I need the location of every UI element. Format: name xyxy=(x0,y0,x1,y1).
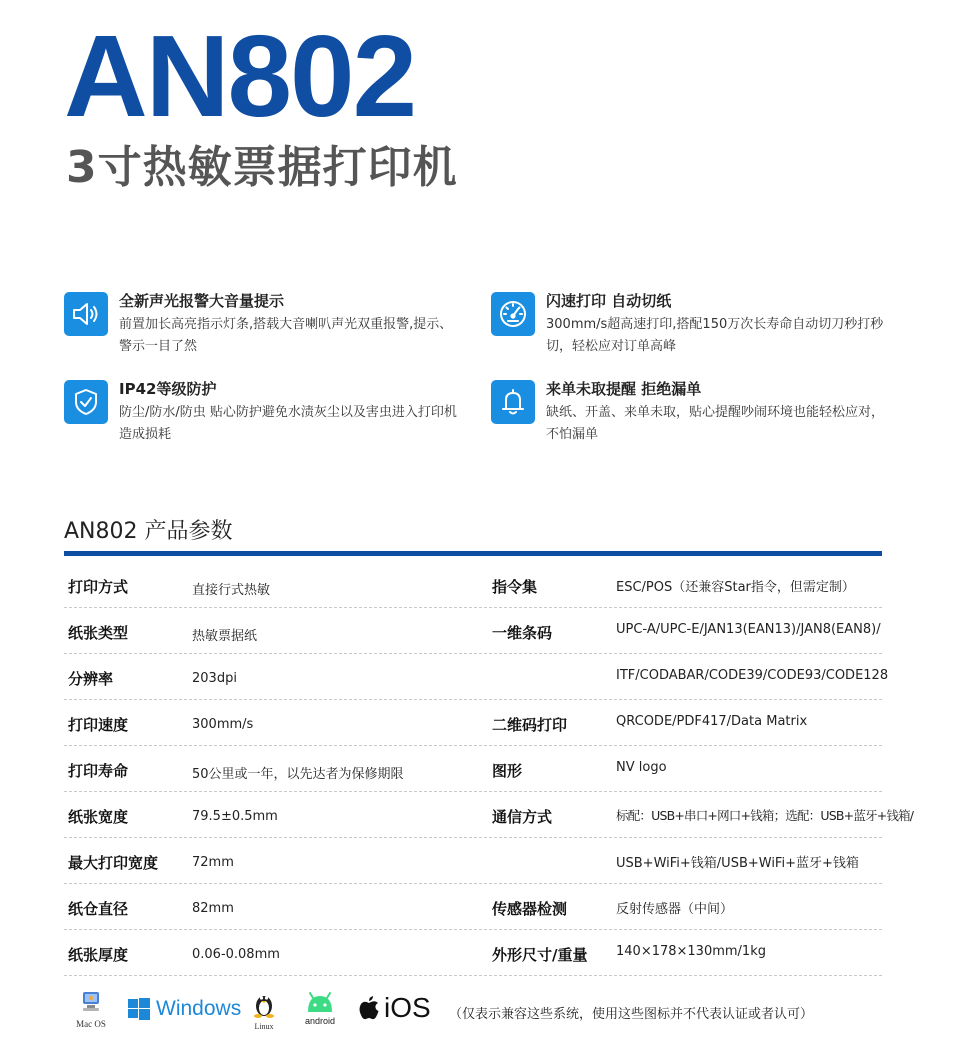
spec-value: 140×178×130mm/1kg xyxy=(616,944,766,959)
spec-key: 二维码打印 xyxy=(492,716,568,734)
feature-desc: 缺纸、开盖、来单未取，贴心提醒吵闹环境也能轻松应对，不怕漏单 xyxy=(546,405,885,442)
spec-key: 指令集 xyxy=(492,578,538,596)
windows-label: Windows xyxy=(156,997,242,1020)
spec-key: 打印方式 xyxy=(68,578,129,596)
spec-divider-bar xyxy=(64,551,882,556)
spec-row xyxy=(64,746,882,792)
feature-desc: 防尘/防水/防虫 贴心防护避免水渍灰尘以及害虫进入打印机造成损耗 xyxy=(119,405,457,442)
spec-value: 50公里或一年，以先达者为保修期限 xyxy=(192,767,404,782)
spec-value: 300mm/s xyxy=(192,717,254,732)
spec-key: 分辨率 xyxy=(68,670,114,688)
spec-key: 纸张宽度 xyxy=(68,808,129,826)
spec-value: 反射传感器（中间） xyxy=(616,902,734,917)
spec-key: 通信方式 xyxy=(492,808,553,826)
spec-row xyxy=(64,562,882,608)
feature-desc: 300mm/s超高速打印,搭配150万次长寿命自动切刀秒打秒切，轻松应对订单高峰 xyxy=(546,317,884,354)
os-compatibility-row xyxy=(74,990,954,1030)
feature-title: 全新声光报警大音量提示 xyxy=(119,292,285,310)
spec-value: 79.5±0.5mm xyxy=(192,809,278,824)
macos-logo xyxy=(74,990,108,1029)
spec-key: 图形 xyxy=(492,762,523,780)
feature-title: 来单未取提醒 拒绝漏单 xyxy=(546,380,702,398)
spec-key: 纸张厚度 xyxy=(68,946,129,964)
android-label: android xyxy=(304,1016,336,1026)
spec-value: USB+WiFi+钱箱/USB+WiFi+蓝牙+钱箱 xyxy=(616,856,859,871)
spec-value: 直接行式热敏 xyxy=(192,583,271,598)
spec-row xyxy=(64,700,882,746)
spec-row xyxy=(64,884,882,930)
linux-logo xyxy=(250,990,278,1031)
feature-title: IP42等级防护 xyxy=(119,380,217,398)
spec-value: 0.06-0.08mm xyxy=(192,947,280,962)
spec-value: 82mm xyxy=(192,901,234,916)
spec-key: 最大打印宽度 xyxy=(68,854,159,872)
windows-icon xyxy=(128,998,150,1020)
spec-value: ESC/POS（还兼容Star指令，但需定制） xyxy=(616,580,855,595)
spec-row xyxy=(64,838,882,884)
spec-value: 203dpi xyxy=(192,671,237,686)
android-logo xyxy=(300,990,340,1028)
spec-row xyxy=(64,654,889,700)
spec-value: 热敏票据纸 xyxy=(192,629,258,644)
spec-key: 打印速度 xyxy=(68,716,129,734)
linux-tux-icon xyxy=(252,990,276,1018)
spec-value: NV logo xyxy=(616,760,667,775)
ios-label: iOS xyxy=(384,992,431,1023)
spec-row xyxy=(64,930,882,976)
macos-icon xyxy=(74,990,108,1014)
feature-desc: 前置加长高亮指示灯条,搭载大音喇叭声光双重报警,提示、警示一目了然 xyxy=(119,317,453,354)
android-icon xyxy=(304,990,336,1014)
spec-key: 纸张类型 xyxy=(68,624,129,642)
os-disclaimer: （仅表示兼容这些系统，使用这些图标并不代表认证或者认可） xyxy=(449,1007,814,1022)
spec-value: UPC-A/UPC-E/JAN13(EAN13)/JAN8(EAN8)/ xyxy=(616,622,881,637)
product-model-title: AN802 xyxy=(64,11,416,141)
spec-key: 纸仓直径 xyxy=(68,900,129,918)
spec-key: 外形尺寸/重量 xyxy=(492,946,588,964)
shield-check-icon xyxy=(64,380,108,424)
spec-value: 72mm xyxy=(192,855,234,870)
linux-label: Linux xyxy=(254,1022,274,1031)
product-subtitle: 3寸热敏票据打印机 xyxy=(66,142,458,193)
spec-value: QRCODE/PDF417/Data Matrix xyxy=(616,714,808,729)
spec-key: 一维条码 xyxy=(492,624,553,642)
spec-value: 标配：USB+串口+网口+钱箱；选配：USB+蓝牙+钱箱/ xyxy=(616,808,914,823)
spec-key: 传感器检测 xyxy=(492,900,568,918)
speedometer-icon xyxy=(491,292,535,336)
spec-key: 打印寿命 xyxy=(68,762,129,780)
feature-title: 闪速打印 自动切纸 xyxy=(546,292,672,310)
spec-row xyxy=(64,608,882,654)
ios-logo xyxy=(358,992,431,1024)
spec-heading: AN802 产品参数 xyxy=(64,519,233,544)
spec-row xyxy=(64,792,914,838)
bell-icon xyxy=(491,380,535,424)
windows-logo xyxy=(128,996,241,1022)
spec-value: ITF/CODABAR/CODE39/CODE93/CODE128 xyxy=(616,668,889,683)
macos-label: Mac OS xyxy=(76,1019,106,1029)
spec-table xyxy=(64,562,914,976)
apple-icon xyxy=(358,995,380,1021)
speaker-icon xyxy=(64,292,108,336)
